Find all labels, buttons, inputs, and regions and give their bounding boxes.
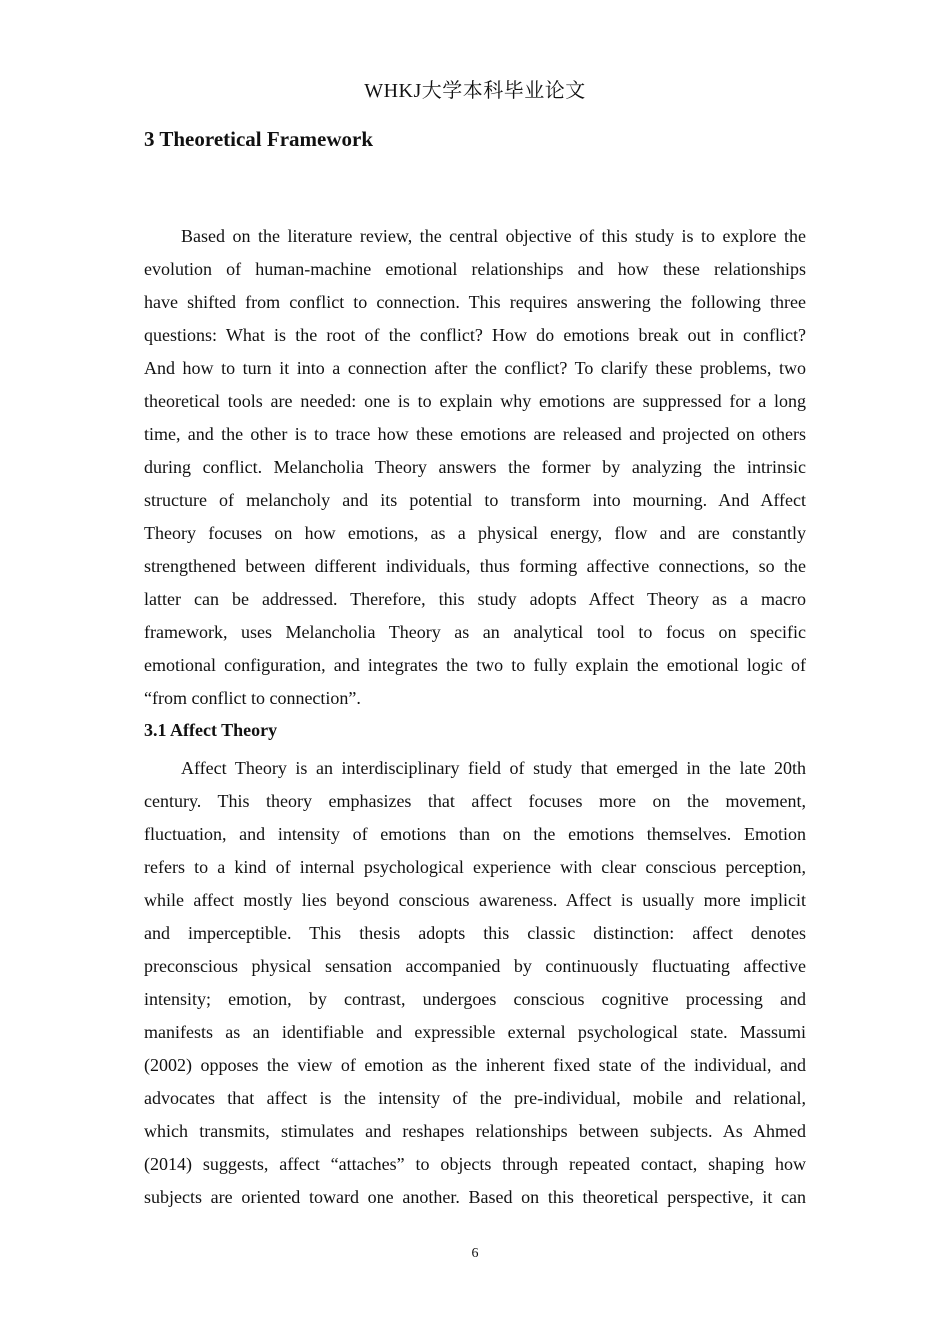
- text-line: intensity; emotion, by contrast, undergoes conscious cognitive processing and: [144, 989, 806, 1009]
- section-title: 3.1 Affect Theory: [144, 720, 278, 740]
- page-number: 6: [471, 1246, 479, 1261]
- text-line: time, and the other is to trace how these emotions are released and projected on others: [144, 424, 806, 444]
- text-line: advocates that affect is the intensity of the pre-individual, mobile and relational,: [144, 1088, 806, 1108]
- paragraph-1: [144, 220, 806, 715]
- paragraph-2: [144, 752, 806, 1214]
- text-line: theoretical tools are needed: one is to explain why emotions are suppressed for a long: [144, 391, 806, 411]
- text-line: evolution of human-machine emotional relationships and how these relationships: [144, 259, 806, 279]
- running-header: WHKJ大学本科毕业论文: [364, 80, 586, 102]
- text-line: manifests as an identifiable and expressible external psychological state. Massumi: [144, 1022, 806, 1042]
- text-line: which transmits, stimulates and reshapes relationships between subjects. As Ahmed: [144, 1121, 806, 1141]
- text-line: latter can be addressed. Therefore, this study adopts Affect Theory as a macro: [144, 589, 806, 609]
- text-line: Based on the literature review, the central objective of this study is to explore the: [181, 226, 806, 246]
- text-line: have shifted from conflict to connection. This requires answering the following three: [144, 292, 806, 312]
- text-line: fluctuation, and intensity of emotions than on the emotions themselves. Emotion: [144, 824, 806, 844]
- text-line: “from conflict to connection”.: [144, 688, 361, 708]
- text-line: Affect Theory is an interdisciplinary field of study that emerged in the late 20th: [181, 758, 806, 778]
- text-line: during conflict. Melancholia Theory answers the former by analyzing the intrinsic: [144, 457, 806, 477]
- text-line: (2002) opposes the view of emotion as the inherent fixed state of the individual, and: [144, 1055, 806, 1075]
- text-line: strengthened between different individuals, thus forming affective connections, so the: [144, 556, 806, 576]
- text-line: Theory focuses on how emotions, as a physical energy, flow and are constantly: [144, 523, 806, 543]
- text-line: subjects are oriented toward one another. Based on this theoretical perspective, it can: [144, 1187, 806, 1207]
- text-line: structure of melancholy and its potential to transform into mourning. And Affect: [144, 490, 806, 510]
- text-line: emotional configuration, and integrates the two to fully explain the emotional logic of: [144, 655, 806, 675]
- text-line: questions: What is the root of the conflict? How do emotions break out in conflict?: [144, 325, 806, 345]
- chapter-title: 3 Theoretical Framework: [144, 127, 374, 151]
- text-line: And how to turn it into a connection after the conflict? To clarify these problems, two: [144, 358, 806, 378]
- text-line: while affect mostly lies beyond conscious awareness. Affect is usually more implicit: [144, 890, 806, 910]
- text-line: framework, uses Melancholia Theory as an analytical tool to focus on specific: [144, 622, 806, 642]
- text-line: refers to a kind of internal psychological experience with clear conscious perception,: [144, 857, 806, 877]
- text-line: preconscious physical sensation accompanied by continuously fluctuating affective: [144, 956, 806, 976]
- text-line: century. This theory emphasizes that affect focuses more on the movement,: [144, 791, 806, 811]
- text-line: and imperceptible. This thesis adopts this classic distinction: affect denotes: [144, 923, 806, 943]
- text-line: (2014) suggests, affect “attaches” to objects through repeated contact, shaping how: [144, 1154, 806, 1174]
